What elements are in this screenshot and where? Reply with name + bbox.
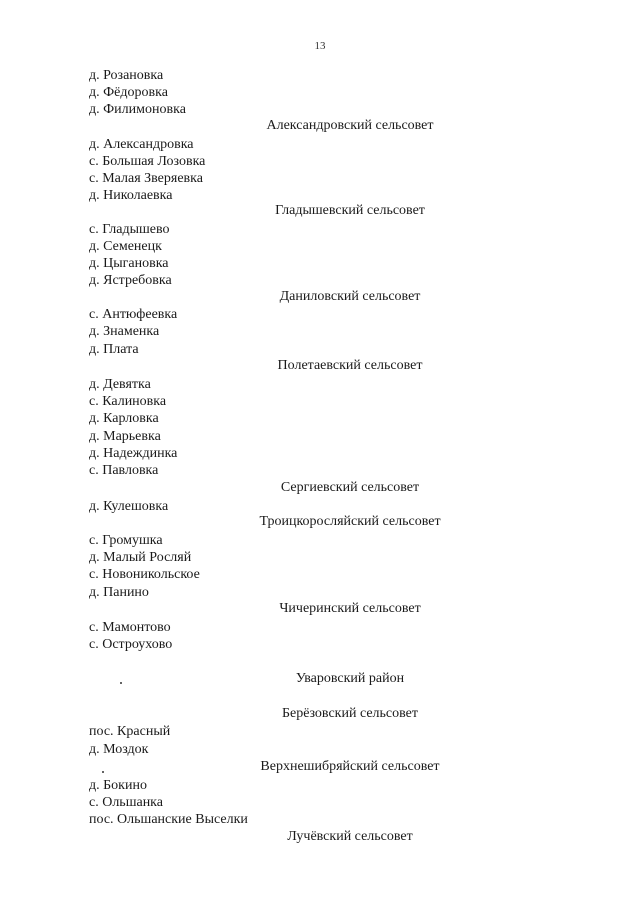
section-heading: Троицкоросляйский сельсовет — [259, 514, 441, 529]
section-heading: Лучёвский сельсовет — [287, 829, 413, 844]
settlement-item: с. Гладышево — [89, 222, 170, 237]
settlement-item: д. Цыгановка — [89, 256, 169, 271]
settlement-item: д. Ястребовка — [89, 273, 172, 288]
settlement-item: д. Семенецк — [89, 239, 162, 254]
section-heading: Верхнешибряйский сельсовет — [260, 759, 440, 774]
settlement-item: д. Марьевка — [89, 429, 161, 444]
settlement-item: с. Большая Лозовка — [89, 154, 206, 169]
settlement-item: д. Надеждинка — [89, 446, 178, 461]
settlement-item: д. Александровка — [89, 137, 194, 152]
settlement-item: с. Малая Зверяевка — [89, 171, 203, 186]
settlement-item: с. Остроухово — [89, 637, 173, 652]
settlement-item: с. Мамонтово — [89, 620, 171, 635]
section-heading: Уваровский район — [295, 671, 405, 686]
settlement-item: с. Антюфеевка — [89, 307, 178, 322]
settlement-item: д. Знаменка — [89, 324, 160, 339]
section-heading: Чичеринский сельсовет — [279, 601, 421, 616]
settlement-item: д. Бокино — [89, 778, 147, 793]
settlement-item: пос. Красный — [89, 724, 171, 739]
settlement-item: с. Громушка — [89, 533, 163, 548]
scan-speck — [120, 682, 122, 684]
settlement-item: с. Новоникольское — [89, 567, 200, 582]
settlement-item: с. Ольшанка — [89, 795, 163, 810]
section-heading: Сергиевский сельсовет — [280, 480, 420, 495]
settlement-item: д. Карловка — [89, 411, 159, 426]
page-number: 13 — [314, 40, 326, 52]
settlement-item: д. Розановка — [89, 68, 164, 83]
settlement-item: с. Павловка — [89, 463, 159, 478]
section-heading: Берёзовский сельсовет — [282, 706, 418, 721]
settlement-item: д. Филимоновка — [89, 102, 186, 117]
settlement-item: д. Моздок — [89, 742, 149, 757]
settlement-item: д. Фёдоровка — [89, 85, 168, 100]
settlement-item: д. Малый Росляй — [89, 550, 192, 565]
settlement-item: д. Николаевка — [89, 188, 173, 203]
settlement-item: пос. Ольшанские Выселки — [89, 812, 248, 827]
scan-speck — [102, 771, 104, 773]
section-heading: Гладышевский сельсовет — [275, 203, 425, 218]
section-heading: Даниловский сельсовет — [279, 289, 421, 304]
section-heading: Полетаевский сельсовет — [277, 358, 423, 373]
settlement-item: д. Панино — [89, 585, 149, 600]
settlement-item: с. Калиновка — [89, 394, 167, 409]
settlement-item: д. Кулешовка — [89, 499, 169, 514]
settlement-item: д. Плата — [89, 342, 139, 357]
settlement-item: д. Девятка — [89, 377, 151, 392]
section-heading: Александровский сельсовет — [266, 118, 434, 133]
